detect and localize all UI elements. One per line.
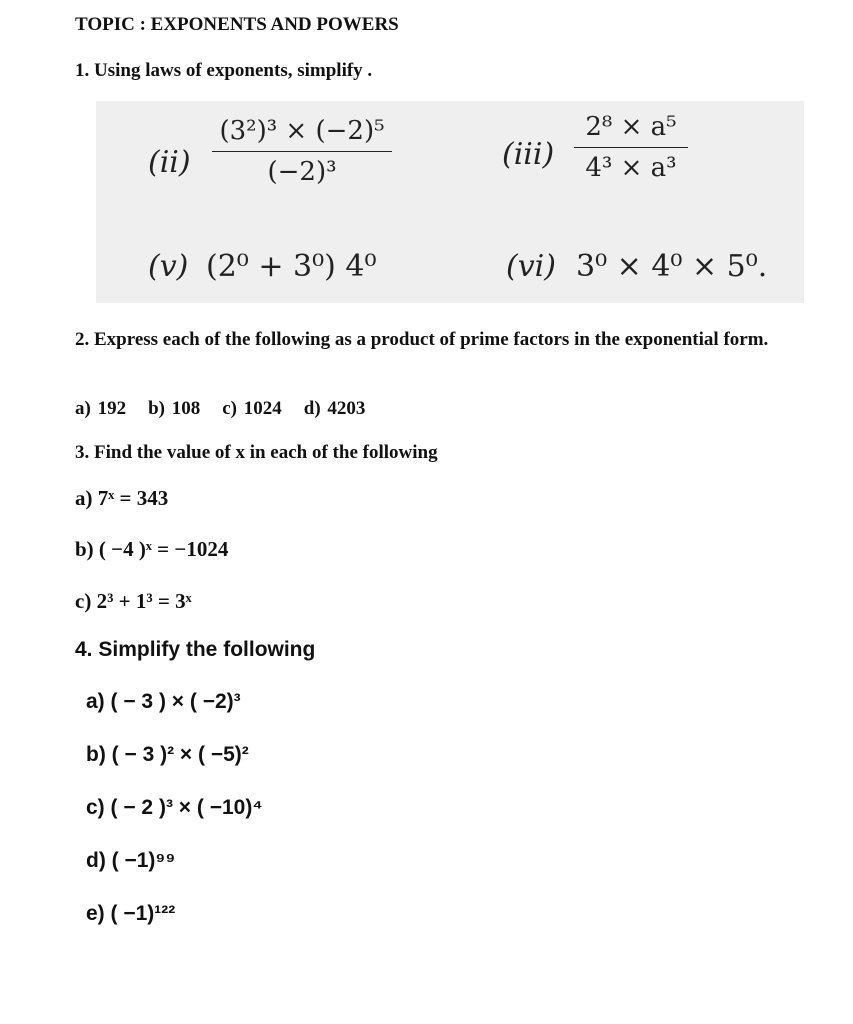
q4-item-a: a) ( − 3 ) × ( −2)³	[86, 690, 241, 713]
q1-label-ii: (ii)	[148, 145, 191, 180]
question-1-title: 1. Using laws of exponents, simplify .	[75, 60, 373, 81]
q4-item-b: b) ( − 3 )² × ( −5)²	[86, 743, 249, 766]
q2-option-a: a) 192	[75, 398, 127, 419]
q3-item-b: b) ( −4 )ˣ = −1024	[75, 537, 229, 561]
q1-fraction-iii	[574, 111, 688, 184]
q1-label-v: (v)	[148, 249, 189, 284]
page-title: TOPIC : EXPONENTS AND POWERS	[75, 14, 399, 35]
q2-option-c: c) 1024	[222, 398, 282, 419]
q4-item-d: d) ( −1)⁹⁹	[86, 849, 176, 872]
q1-iii-denominator: 4³ × a³	[585, 153, 677, 183]
q4-item-e: e) ( −1)¹²²	[86, 902, 176, 925]
q2-option-d: d) 4203	[303, 398, 366, 419]
question-1-image	[96, 101, 804, 303]
q2-option-b: b) 108	[148, 398, 201, 419]
q1-ii-denominator: (−2)³	[267, 157, 337, 187]
question-2-title: 2. Express each of the following as a product of prime factors in the exponential form.	[75, 329, 769, 350]
question-3-title: 3. Find the value of x in each of the following	[75, 442, 438, 463]
q1-label-iii: (iii)	[502, 137, 555, 172]
q4-item-c: c) ( − 2 )³ × ( −10)⁴	[86, 796, 263, 819]
q1-iii-numerator: 2⁸ × a⁵	[585, 112, 677, 142]
q1-expression-v: (2⁰ + 3⁰) 4⁰	[206, 249, 377, 284]
fraction-bar	[574, 147, 688, 148]
q1-expression-vi: 3⁰ × 4⁰ × 5⁰.	[576, 249, 768, 284]
q3-item-c: c) 2³ + 1³ = 3ˣ	[75, 589, 192, 613]
q1-label-vi: (vi)	[506, 249, 556, 284]
q3-item-a: a) 7ˣ = 343	[75, 486, 169, 510]
q1-fraction-ii	[212, 115, 392, 188]
question-4-title: 4. Simplify the following	[75, 638, 316, 661]
q1-ii-numerator: (3²)³ × (−2)⁵	[219, 116, 385, 146]
fraction-bar	[212, 151, 392, 152]
question-2-options	[75, 398, 387, 420]
